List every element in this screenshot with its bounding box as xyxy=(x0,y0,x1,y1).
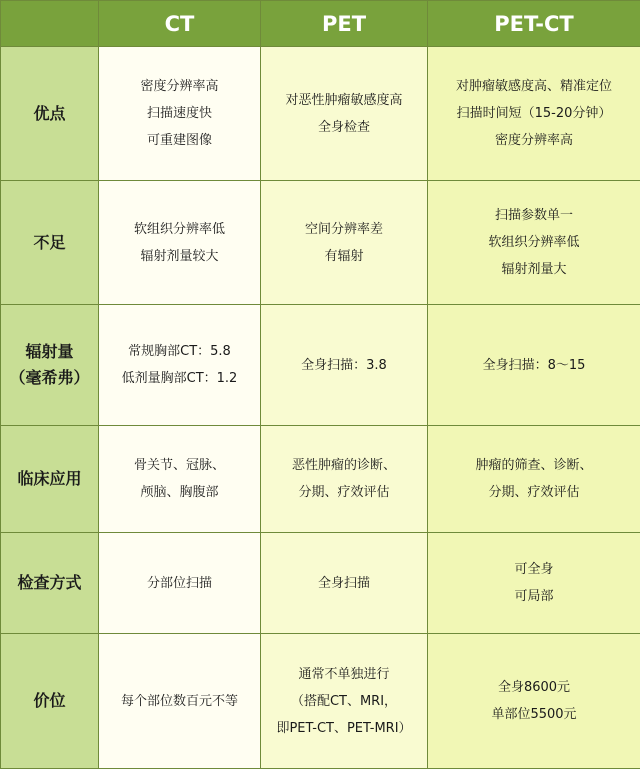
header-row xyxy=(1,1,640,47)
cell-pet-price xyxy=(261,634,428,769)
cell-pet-exam-method xyxy=(261,533,428,634)
cell-pet-ct-disadvantages xyxy=(428,181,640,305)
cell-pet-ct-advantages xyxy=(428,47,640,181)
cell-line: 对肿瘤敏感度高、精准定位 xyxy=(432,73,636,100)
cell-line: 低剂量胸部CT：1.2 xyxy=(103,365,256,392)
header-pet-ct: PET-CT xyxy=(428,1,640,47)
table-row-advantages xyxy=(1,47,640,181)
cell-line: 辐射剂量较大 xyxy=(103,243,256,270)
cell-line: 分期、疗效评估 xyxy=(432,479,636,506)
cell-line: 对恶性肿瘤敏感度高 xyxy=(265,87,423,114)
cell-line: 骨关节、冠脉、 xyxy=(103,452,256,479)
cell-pet-clinical-use xyxy=(261,426,428,533)
cell-line: 辐射剂量大 xyxy=(432,256,636,283)
cell-ct-clinical-use xyxy=(99,426,261,533)
cell-line: 全身扫描 xyxy=(265,570,423,597)
header-pet: PET xyxy=(261,1,428,47)
cell-line: 通常不单独进行 xyxy=(265,661,423,688)
row-label-line: 不足 xyxy=(5,230,94,256)
cell-line: 全身扫描：3.8 xyxy=(265,352,423,379)
row-label-line: 价位 xyxy=(5,688,94,714)
cell-ct-disadvantages xyxy=(99,181,261,305)
cell-line: 空间分辨率差 xyxy=(265,216,423,243)
row-label-price xyxy=(1,634,99,769)
cell-line: 软组织分辨率低 xyxy=(103,216,256,243)
cell-line: 单部位5500元 xyxy=(432,701,636,728)
cell-line: 全身检查 xyxy=(265,114,423,141)
cell-line: 即PET-CT、PET-MRI） xyxy=(265,715,423,742)
cell-pet-ct-radiation-dose xyxy=(428,305,640,426)
cell-line: 颅脑、胸腹部 xyxy=(103,479,256,506)
cell-line: （搭配CT、MRI， xyxy=(265,688,423,715)
cell-pet-advantages xyxy=(261,47,428,181)
cell-line: 肿瘤的筛查、诊断、 xyxy=(432,452,636,479)
cell-pet-ct-clinical-use xyxy=(428,426,640,533)
cell-line: 密度分辨率高 xyxy=(103,73,256,100)
cell-ct-price xyxy=(99,634,261,769)
table-row-clinical-use xyxy=(1,426,640,533)
header-ct: CT xyxy=(99,1,261,47)
cell-line: 可局部 xyxy=(432,583,636,610)
cell-line: 有辐射 xyxy=(265,243,423,270)
cell-line: 软组织分辨率低 xyxy=(432,229,636,256)
row-label-line: 优点 xyxy=(5,101,94,127)
cell-pet-disadvantages xyxy=(261,181,428,305)
row-label-line: 辐射量 xyxy=(5,339,94,365)
cell-ct-radiation-dose xyxy=(99,305,261,426)
row-label-disadvantages xyxy=(1,181,99,305)
row-label-line: （毫希弗） xyxy=(5,365,94,391)
cell-line: 全身扫描：8～15 xyxy=(432,352,636,379)
cell-line: 分期、疗效评估 xyxy=(265,479,423,506)
header-corner xyxy=(1,1,99,47)
row-label-advantages xyxy=(1,47,99,181)
cell-pet-radiation-dose xyxy=(261,305,428,426)
cell-pet-ct-exam-method xyxy=(428,533,640,634)
cell-line: 可全身 xyxy=(432,556,636,583)
cell-ct-exam-method xyxy=(99,533,261,634)
cell-line: 扫描时间短（15-20分钟） xyxy=(432,100,636,127)
row-label-clinical-use xyxy=(1,426,99,533)
cell-line: 常规胸部CT：5.8 xyxy=(103,338,256,365)
cell-line: 可重建图像 xyxy=(103,127,256,154)
row-label-line: 检查方式 xyxy=(5,570,94,596)
cell-line: 分部位扫描 xyxy=(103,570,256,597)
cell-line: 恶性肿瘤的诊断、 xyxy=(265,452,423,479)
cell-line: 扫描速度快 xyxy=(103,100,256,127)
cell-line: 扫描参数单一 xyxy=(432,202,636,229)
cell-line: 密度分辨率高 xyxy=(432,127,636,154)
table-row-radiation-dose xyxy=(1,305,640,426)
table-row-disadvantages xyxy=(1,181,640,305)
row-label-exam-method xyxy=(1,533,99,634)
table-row-exam-method xyxy=(1,533,640,634)
table-row-price xyxy=(1,634,640,769)
cell-ct-advantages xyxy=(99,47,261,181)
cell-line: 每个部位数百元不等 xyxy=(103,688,256,715)
row-label-line: 临床应用 xyxy=(5,466,94,492)
cell-pet-ct-price xyxy=(428,634,640,769)
cell-line: 全身8600元 xyxy=(432,674,636,701)
row-label-radiation-dose xyxy=(1,305,99,426)
